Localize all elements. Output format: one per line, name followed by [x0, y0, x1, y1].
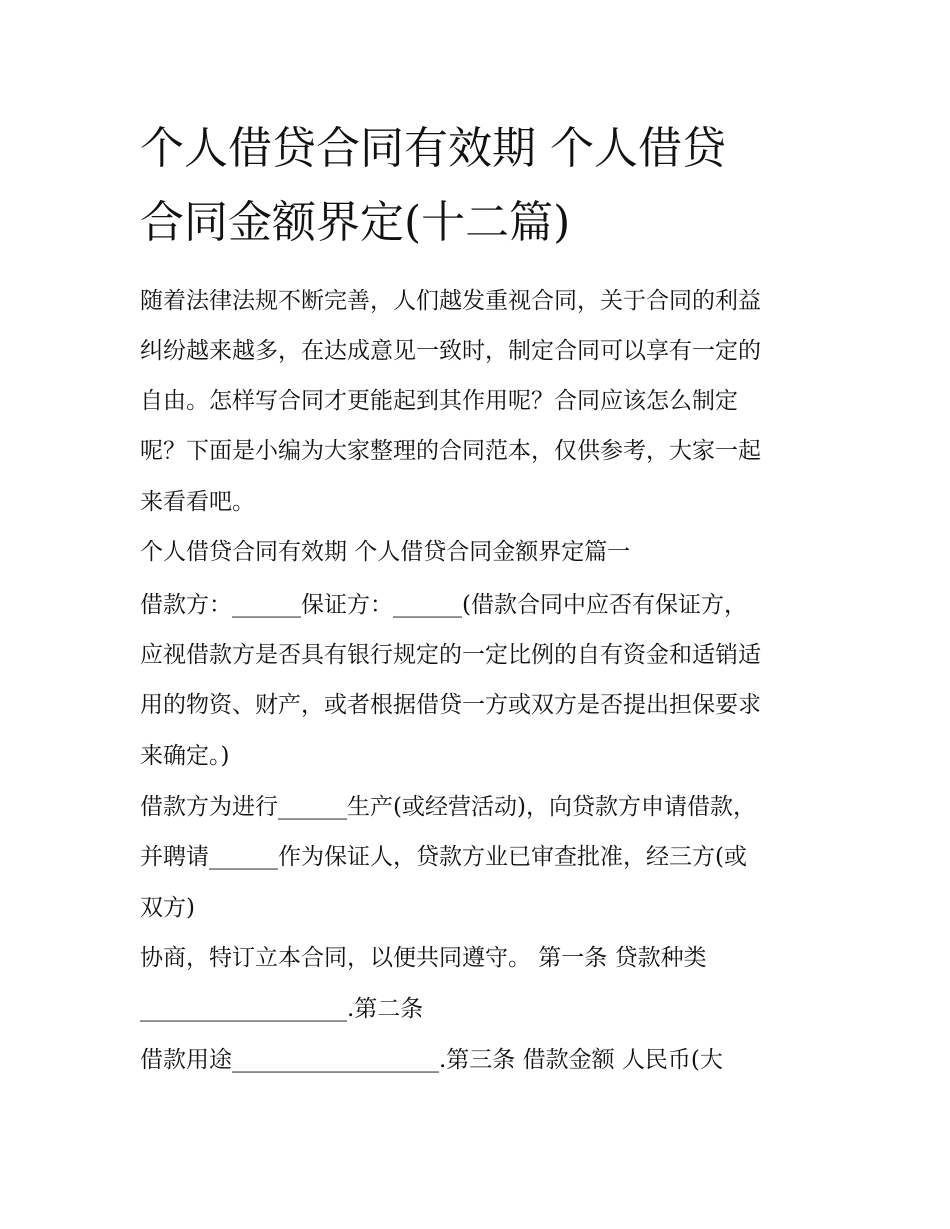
body-line: __________________.第二条	[140, 996, 424, 1022]
body-line: 双方)	[140, 895, 195, 921]
body-line: 呢？下面是小编为大家整理的合同范本，仅供参考，大家一起	[140, 438, 761, 464]
body-line: 来看看吧。	[140, 489, 255, 515]
title-line-1: 个人借贷合同有效期 个人借贷	[140, 123, 726, 174]
body-line: 借款方为进行______生产(或经营活动)，向贷款方申请借款，	[140, 794, 756, 820]
body-line: 协商，特订立本合同，以便共同遵守。 第一条 贷款种类	[140, 945, 707, 971]
body-line: 纠纷越来越多，在达成意见一致时，制定合同可以享有一定的	[140, 338, 761, 364]
body-line: 借款用途__________________.第三条 借款金额 人民币(大	[140, 1047, 723, 1073]
body-line: 自由。怎样写合同才更能起到其作用呢？合同应该怎么制定	[140, 388, 738, 414]
body-line: 应视借款方是否具有银行规定的一定比例的自有资金和适销适	[140, 642, 761, 668]
body-line: 随着法律法规不断完善，人们越发重视合同，关于合同的利益	[140, 288, 761, 314]
body-line: 用的物资、财产，或者根据借贷一方或双方是否提出担保要求	[140, 692, 761, 718]
body-line: 并聘请______作为保证人，贷款方业已审查批准，经三方(或	[140, 844, 747, 870]
body-line: 借款方：______保证方：______(借款合同中应否有保证方，	[140, 592, 747, 618]
section-heading: 个人借贷合同有效期 个人借贷合同金额界定篇一	[140, 539, 631, 565]
document-title	[140, 112, 830, 260]
title-line-2: 合同金额界定(十二篇)	[140, 197, 571, 248]
body-line: 来确定。)	[140, 743, 230, 769]
